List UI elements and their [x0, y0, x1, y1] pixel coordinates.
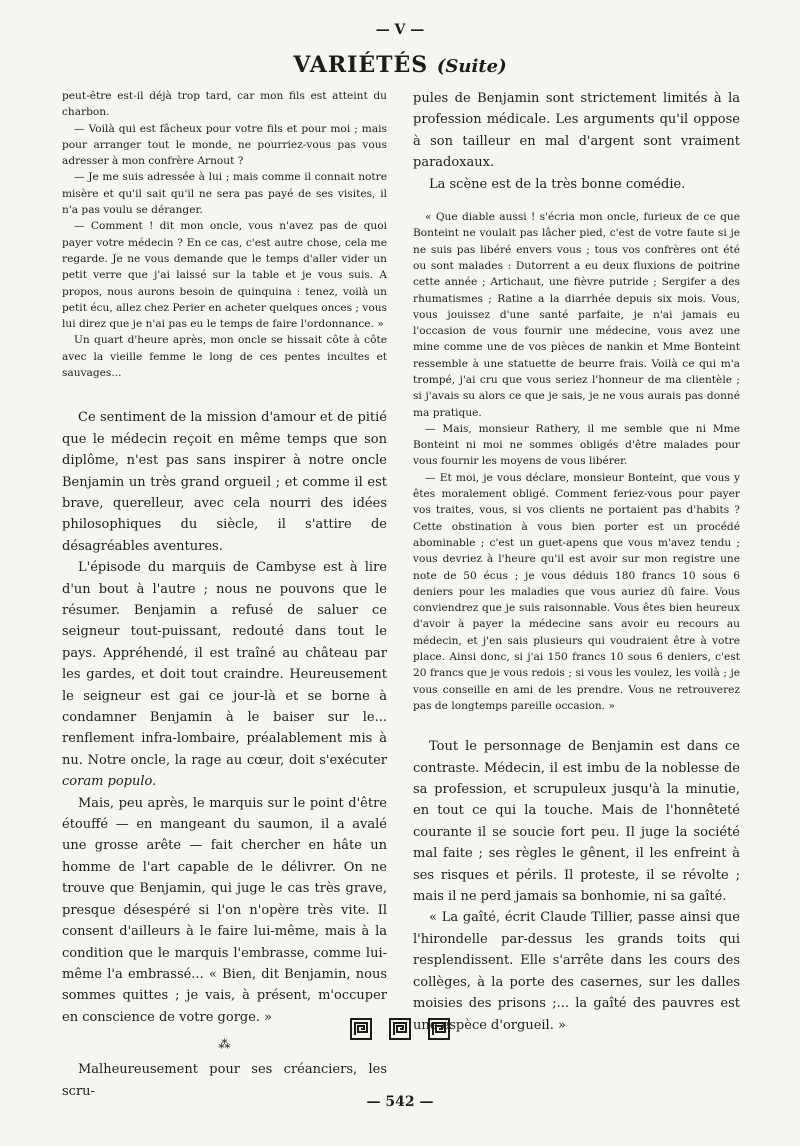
asterism: ⁂ — [218, 1037, 231, 1052]
paragraph: Tout le personnage de Benjamin est dans ce contraste. Médecin, il est imbu de la noblesse de sa profession, et scrupuleux jusqu'à la minutie, en tout ce qui la touche. Mais de l'honnêteté courante il se soucie fort peu. Il juge la société mal faite ; ses règles le gênent, il les enfreint à ses risques et périls. Il proteste, il se révolte ; mais il ne perd jamais sa bonhomie, ni sa gaîté. — [413, 739, 740, 905]
paragraph: « La gaîté, écrit Claude Tillier, passe ainsi que l'hirondelle par-dessus les grands toits qui resplendissent. Elle s'arrête dans les cours des collèges, à la porte des casernes, sur les dalles moisies des prisons ;... la gaîté des pauvres est une espèce d'orgueil. » — [413, 910, 740, 1033]
left-small-text — [62, 88, 387, 381]
paragraph: pules de Benjamin sont strictement limités à la profession médicale. Les arguments qu'il oppose à son tailleur en mal d'argent sont vraiment paradoxaux. — [413, 91, 740, 171]
paragraph: peut-être est-il déjà trop tard, car mon fils est atteint du charbon. — [62, 90, 387, 119]
paragraph: Un quart d'heure après, mon oncle se hissait côte à côte avec la vieille femme le long de ces pentes incultes et sauvages... — [62, 334, 387, 380]
paragraph: Ce sentiment de la mission d'amour et de pitié que le médecin reçoit en même temps que son diplôme, n'est pas sans inspirer à notre oncle Benjamin un très grand orgueil ; et comme il est brave, querelleur, avec cela nourri des idées philosophiques du siècle, il s'attire de désagréables aventures. — [62, 410, 387, 554]
paragraph: — Comment ! dit mon oncle, vous n'avez pas de quoi payer votre médecin ? En ce cas, c'est autre chose, cela me regarde. Je ne vous demande que le temps d'aller vider un petit verre que j'ai laissé sur la table et je vous suis. A propos, nous aurons besoin de quinquina : tenez, voilà un petit écu, allez chez Perier en acheter quelques onces ; vous lui direz que je n'ai pas eu le temps de faire l'ordonnance. » — [62, 220, 387, 331]
paragraph: La scène est de la très bonne comédie. — [429, 176, 686, 192]
paragraph: — Mais, monsieur Rathery, il me semble que ni Mme Bonteint ni moi ne sommes obligés d'être malades pour vous fournir les moyens de vous libérer. — [413, 422, 740, 468]
paragraph: — Et moi, je vous déclare, monsieur Bonteint, que vous y êtes moralement obligé. Comment feriez-vous pour payer vos traites, vous, si vos clients ne portaient pas d'habits ? Cette obstination à vous bien porter est un procédé abominable ; c'est un guet-apens que vous m'avez tendu ; vous devriez à l'heure qu'il est avoir sur mon registre une note de 50 écus ; je vous déduis 180 francs 10 sous 6 deniers pour les maladies que vous auriez dû faire. Vous conviendrez que je suis raisonnable. Vous êtes bien heureux d'avoir à payer la médecine sans avoir eu recours au médecin, et j'en sais plusieurs qui voudraient être à votre place. Ainsi donc, si j'ai 150 francs 10 sous 6 deniers, c'est 20 francs que je vous redois ; si vous les voulez, les voilà ; je vous conseille en ami de les prendre. Vous ne retrouverez pas de longtemps pareille occasion. » — [413, 471, 740, 712]
right-large-text-bottom — [413, 736, 740, 1036]
paragraph-text: L'épisode du marquis de Cambyse est à lire d'un bout à l'autre ; nous ne pouvons que le résumer. Benjamin a refusé de saluer ce seigneur tout-puissant, redouté dans tout le pays. Appréhendé, il est traîné au château par les gardes, et doit tout craindre. Heureusement le seigneur est gai ce jour-là et se borne à condamner Benjamin à le baiser sur le... renflement infra-lombaire, préalablement mis à nu. Notre oncle, la rage au cœur, doit s'exécuter — [62, 560, 387, 768]
paragraph: Mais, peu après, le marquis sur le point d'être étouffé — en mangeant du saumon, il a avalé une grosse arête — fait chercher en hâte un homme de l'art capable de le délivrer. On ne trouve que Benjamin, qui juge le cas très grave, presque désespéré si l'on n'opère très vite. Il consent d'ailleurs à le faire lui-même, mais à la condition que le marquis l'embrasse, comme lui-même l'a embrassé... « Bien, dit Benjamin, nous sommes quittes ; je vais, à présent, m'occuper en conscience de votre gorge. » — [62, 795, 387, 1025]
page-number-roman: — V — — [375, 22, 425, 38]
paragraph — [62, 557, 387, 792]
paragraph: — Je me suis adressée à lui ; mais comme il connait notre misère et qu'il sait qu'il ne sera pas payé de ses visites, il n'a pas voulu se déranger. — [62, 171, 387, 217]
right-column — [413, 88, 740, 1036]
paragraph: — Voilà qui est fâcheux pour votre fils et pour moi ; mais pour arranger tout le monde, ne pourriez-vous pas vous adresser à mon confrère Arnout ? — [62, 122, 387, 168]
greek-key-spiral-icon — [428, 1018, 450, 1040]
paragraph: Malheureusement pour ses créanciers, les scru- — [62, 1062, 387, 1099]
paragraph: « Que diable aussi ! s'écria mon oncle, furieux de ce que Bonteint ne voulait pas lâcher pied, c'est de votre faute si je ne suis pas libéré envers vous ; tous vos confrères ont été ou sont malades : Dutorrent a eu deux fluxions de poitrine cette année ; Artichaut, une fièvre putride ; Sergifer a des rhumatismes ; Ratine a la diarrhée depuis six mois. Vous, vous jouissez d'une santé parfaite, je n'ai jamais eu l'occasion de vous fournir une médecine, vous avez une mine comme une de vos pièces de nankin et Mme Bonteint ressemble à une statuette de beurre frais. Voilà ce qui m'a trompé, j'ai cru que vous seriez l'honneur de ma clientèle ; si j'avais su alors ce que je sais, je ne vous aurais pas donné ma pratique. — [413, 211, 740, 419]
left-column — [62, 88, 387, 1102]
title-suffix: (Suite) — [436, 56, 507, 77]
greek-key-spiral-icon — [350, 1018, 372, 1040]
left-large-text — [62, 407, 387, 1028]
page-number: — 542 — — [366, 1094, 434, 1110]
latin-phrase: coram populo. — [62, 774, 157, 790]
right-large-text-top — [413, 88, 740, 195]
ornament-row — [0, 1018, 800, 1044]
greek-key-spiral-icon — [389, 1018, 411, 1040]
section-title — [0, 52, 800, 78]
title-text: VARIÉTÉS — [293, 52, 429, 78]
right-small-text — [413, 209, 740, 714]
